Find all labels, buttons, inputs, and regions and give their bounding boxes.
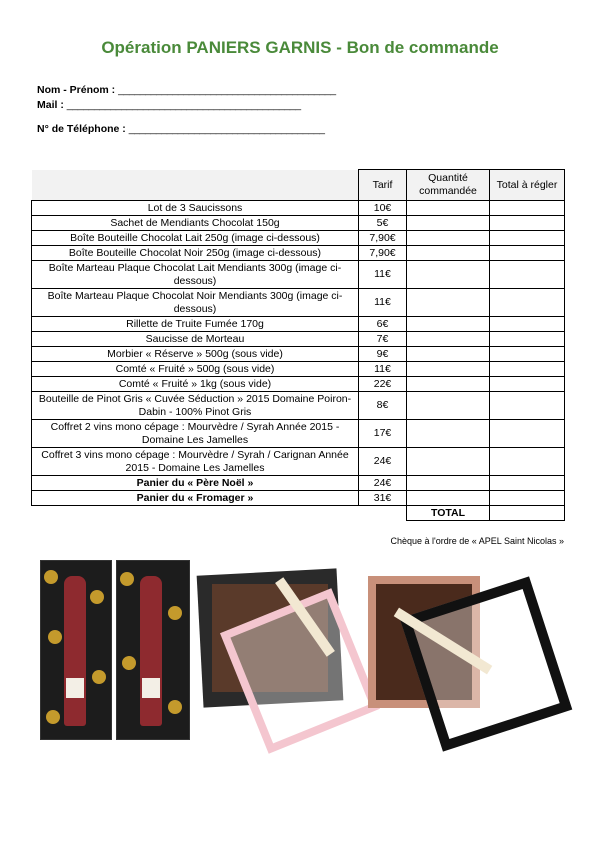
wine-box-photo — [40, 560, 188, 740]
table-row — [32, 216, 565, 231]
quantity-cell[interactable] — [407, 491, 490, 506]
total-cell[interactable] — [490, 476, 565, 491]
total-cell[interactable] — [490, 420, 565, 448]
mail-label: Mail : — [37, 99, 64, 111]
page-title: Opération PANIERS GARNIS - Bon de commande — [101, 38, 499, 57]
product-cell: Panier du « Fromager » — [32, 491, 359, 506]
total-cell[interactable] — [490, 332, 565, 347]
table-row — [32, 491, 565, 506]
price-cell: 11€ — [359, 362, 407, 377]
quantity-cell[interactable] — [407, 261, 490, 289]
price-cell: 6€ — [359, 317, 407, 332]
product-cell: Morbier « Réserve » 500g (sous vide) — [32, 347, 359, 362]
total-cell[interactable] — [490, 231, 565, 246]
product-cell: Panier du « Père Noël » — [32, 476, 359, 491]
table-row — [32, 377, 565, 392]
price-cell: 11€ — [359, 261, 407, 289]
total-cell[interactable] — [490, 347, 565, 362]
phone-field[interactable] — [37, 123, 325, 135]
quantity-cell[interactable] — [407, 231, 490, 246]
mail-field[interactable] — [37, 99, 301, 111]
table-row — [32, 246, 565, 261]
price-cell: 17€ — [359, 420, 407, 448]
header-quantite: Quantité commandée — [407, 170, 490, 201]
phone-line[interactable]: ____________________________________ — [128, 123, 325, 135]
table-header-row — [32, 170, 565, 201]
order-table — [31, 169, 565, 521]
table-row — [32, 261, 565, 289]
chocolate-box-photo-1 — [200, 572, 366, 742]
product-cell: Comté « Fruité » 1kg (sous vide) — [32, 377, 359, 392]
quantity-cell[interactable] — [407, 362, 490, 377]
total-cell[interactable] — [490, 201, 565, 216]
grand-total-cell[interactable] — [490, 506, 565, 521]
quantity-cell[interactable] — [407, 332, 490, 347]
total-cell[interactable] — [490, 448, 565, 476]
table-row — [32, 231, 565, 246]
total-row — [32, 506, 565, 521]
header-tarif: Tarif — [359, 170, 407, 201]
table-row — [32, 448, 565, 476]
product-cell: Lot de 3 Saucissons — [32, 201, 359, 216]
total-cell[interactable] — [490, 491, 565, 506]
price-cell: 11€ — [359, 289, 407, 317]
price-cell: 31€ — [359, 491, 407, 506]
total-cell[interactable] — [490, 246, 565, 261]
price-cell: 8€ — [359, 392, 407, 420]
product-cell: Boîte Bouteille Chocolat Noir 250g (image ci-dessous) — [32, 246, 359, 261]
product-cell: Saucisse de Morteau — [32, 332, 359, 347]
product-cell: Boîte Marteau Plaque Chocolat Lait Mendiants 300g (image ci-dessous) — [32, 261, 359, 289]
product-cell: Boîte Marteau Plaque Chocolat Noir Mendiants 300g (image ci-dessous) — [32, 289, 359, 317]
product-cell: Coffret 3 vins mono cépage : Mourvèdre / Syrah / Carignan Année 2015 - Domaine Les Jamelles — [32, 448, 359, 476]
product-cell: Bouteille de Pinot Gris « Cuvée Séduction » 2015 Domaine Poiron-Dabin - 100% Pinot Gris — [32, 392, 359, 420]
total-cell[interactable] — [490, 362, 565, 377]
table-row — [32, 201, 565, 216]
quantity-cell[interactable] — [407, 216, 490, 231]
quantity-cell[interactable] — [407, 476, 490, 491]
mail-line[interactable]: ___________________________________________ — [66, 99, 301, 111]
price-cell: 9€ — [359, 347, 407, 362]
price-cell: 24€ — [359, 448, 407, 476]
chocolate-box-photo-2 — [368, 576, 562, 741]
quantity-cell[interactable] — [407, 317, 490, 332]
price-cell: 10€ — [359, 201, 407, 216]
name-label: Nom - Prénom : — [37, 84, 116, 96]
table-row — [32, 476, 565, 491]
quantity-cell[interactable] — [407, 377, 490, 392]
quantity-cell[interactable] — [407, 246, 490, 261]
price-cell: 5€ — [359, 216, 407, 231]
total-cell[interactable] — [490, 261, 565, 289]
product-cell: Coffret 2 vins mono cépage : Mourvèdre / Syrah Année 2015 - Domaine Les Jamelles — [32, 420, 359, 448]
price-cell: 7,90€ — [359, 246, 407, 261]
total-cell[interactable] — [490, 216, 565, 231]
total-cell[interactable] — [490, 392, 565, 420]
table-row — [32, 317, 565, 332]
price-cell: 7€ — [359, 332, 407, 347]
table-row — [32, 362, 565, 377]
table-row — [32, 332, 565, 347]
product-cell: Comté « Fruité » 500g (sous vide) — [32, 362, 359, 377]
price-cell: 22€ — [359, 377, 407, 392]
quantity-cell[interactable] — [407, 201, 490, 216]
table-row — [32, 392, 565, 420]
quantity-cell[interactable] — [407, 420, 490, 448]
table-row — [32, 420, 565, 448]
name-field[interactable] — [37, 84, 336, 96]
cheque-note: Chèque à l'ordre de « APEL Saint Nicolas » — [390, 536, 564, 546]
name-line[interactable]: ________________________________________ — [118, 84, 336, 96]
quantity-cell[interactable] — [407, 347, 490, 362]
total-cell[interactable] — [490, 377, 565, 392]
quantity-cell[interactable] — [407, 392, 490, 420]
quantity-cell[interactable] — [407, 289, 490, 317]
table-row — [32, 347, 565, 362]
price-cell: 7,90€ — [359, 231, 407, 246]
product-cell: Sachet de Mendiants Chocolat 150g — [32, 216, 359, 231]
price-cell: 24€ — [359, 476, 407, 491]
phone-label: N° de Téléphone : — [37, 123, 126, 135]
quantity-cell[interactable] — [407, 448, 490, 476]
header-total: Total à régler — [490, 170, 565, 201]
product-cell: Boîte Bouteille Chocolat Lait 250g (image ci-dessous) — [32, 231, 359, 246]
product-cell: Rillette de Truite Fumée 170g — [32, 317, 359, 332]
total-cell[interactable] — [490, 317, 565, 332]
total-cell[interactable] — [490, 289, 565, 317]
total-label: TOTAL — [407, 506, 490, 521]
table-row — [32, 289, 565, 317]
